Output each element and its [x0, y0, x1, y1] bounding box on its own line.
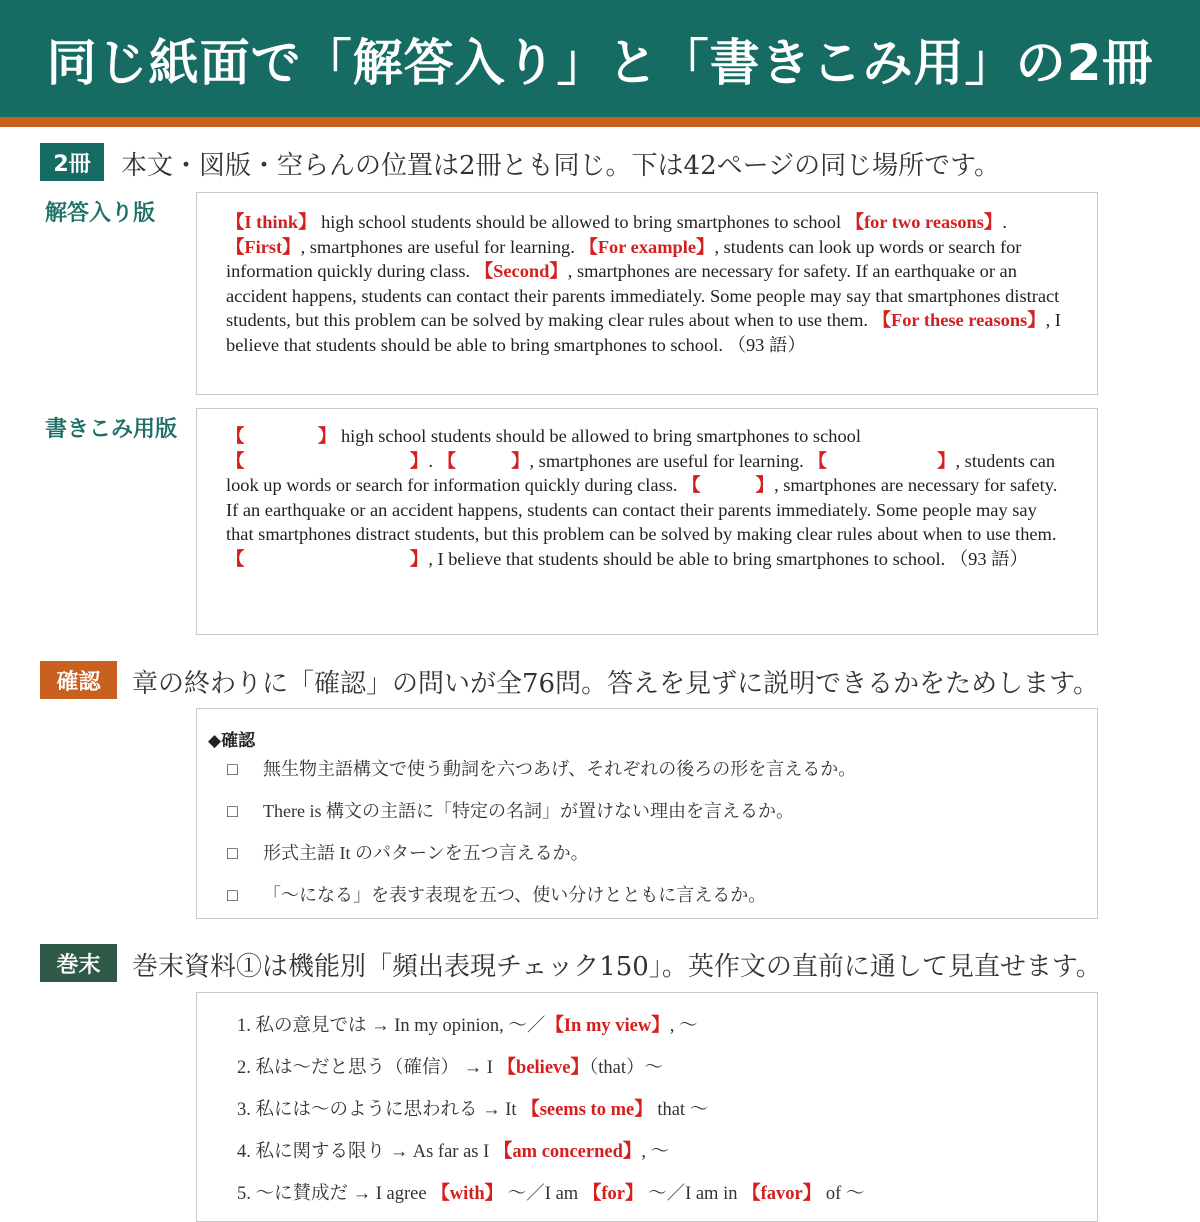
header-rule	[0, 117, 1200, 127]
answer-version-label: 解答入り版	[45, 201, 156, 226]
expression-answer: 【seems to me】	[521, 1100, 653, 1120]
answer-blank: 【 】	[226, 426, 337, 446]
paragraph-text: , I believe that students should be able to bring smartphones to school. （93 語）	[226, 310, 1061, 355]
section1-text: 本文・図版・空らんの位置は2冊とも同じ。下は42ページの同じ場所です。	[121, 151, 1001, 181]
section3-text: 巻末資料①は機能別「頻出表現チェック150」。英作文の直前に通して見直せます。	[132, 952, 1102, 982]
expression-item	[237, 1053, 663, 1079]
check-item: □ 形式主語 It のパターンを五つ言えるか。	[227, 843, 589, 863]
paragraph-text: , smartphones are useful for learning.	[529, 450, 809, 471]
checkbox-icon: □	[227, 885, 238, 905]
paragraph-text: , smartphones are necessary for safety. If an earthquake or an accident happens, students can contact their parents immediately. Some people may say that smartphones distract students, but this problem can be solved by making clear rules about when to use them.	[226, 475, 1058, 544]
expression-text: （that）〜	[589, 1058, 663, 1078]
check-item: □ 無生物主語構文で使う動詞を六つあげ、それぞれの後ろの形を言えるか。	[227, 759, 857, 779]
paragraph-text: .	[1002, 212, 1007, 232]
answer-highlight: 【Second】	[474, 261, 568, 281]
expressions-box	[196, 992, 1098, 1222]
paragraph-text: .	[428, 450, 438, 471]
answer-highlight: 【For these reasons】	[872, 310, 1046, 330]
checkbox-icon: □	[227, 843, 238, 863]
answer-blank: 【 】	[808, 450, 956, 471]
expression-text: 〜／I am in	[643, 1184, 743, 1204]
expression-answer: 【for】	[582, 1184, 644, 1204]
workbook-paragraph	[226, 424, 1066, 571]
expression-text: 1. 私の意見では → In my opinion, 〜／	[237, 1016, 546, 1036]
expression-answer: 【with】	[431, 1184, 504, 1204]
expression-item	[237, 1011, 697, 1037]
answer-sample-box	[196, 192, 1098, 395]
expression-item	[237, 1095, 708, 1121]
answer-blank: 【 】	[226, 548, 429, 569]
workbook-version-label: 書きこみ用版	[45, 417, 178, 442]
expression-item	[237, 1179, 864, 1205]
expression-answer: 【believe】	[497, 1058, 589, 1078]
paragraph-text: , smartphones are useful for learning.	[300, 236, 580, 257]
expression-text: 5. 〜に賛成だ → I agree	[237, 1184, 432, 1204]
paragraph-text: , I believe that students should be able to bring smartphones to school. （93 語）	[428, 548, 1028, 569]
expression-text: , 〜	[669, 1016, 698, 1036]
tag-kakunin: 確認	[40, 661, 117, 699]
tag-2satsu: 2冊	[40, 143, 104, 181]
tag-kanmatsu: 巻末	[40, 944, 117, 982]
check-item: □ 「〜になる」を表す表現を五つ、使い分けとともに言えるか。	[227, 885, 767, 905]
checkbox-icon: □	[227, 801, 238, 821]
expression-answer: 【am concerned】	[493, 1142, 642, 1162]
expression-text: 〜／I am	[503, 1184, 583, 1204]
check-item: □ There is 構文の主語に「特定の名詞」が置けない理由を言えるか。	[227, 801, 794, 821]
expression-text: 3. 私には〜のように思われる → It	[237, 1100, 522, 1120]
expression-text: , 〜	[641, 1142, 670, 1162]
answer-blank: 【 】	[437, 450, 530, 471]
workbook-sample-box	[196, 408, 1098, 635]
answer-paragraph	[226, 210, 1066, 357]
expression-text: of 〜	[821, 1184, 865, 1204]
expression-text: 4. 私に関する限り → As far as I	[237, 1142, 494, 1162]
paragraph-text: high school students should be allowed to bring smartphones to school	[336, 426, 861, 446]
checkbox-icon: □	[227, 759, 238, 779]
kakunin-box	[196, 708, 1098, 919]
paragraph-text: high school students should be allowed to bring smartphones to school	[316, 212, 846, 232]
paragraph-text: , students can look up words or search for information quickly during class.	[226, 450, 1056, 495]
expression-answer: 【In my view】	[545, 1016, 670, 1036]
answer-highlight: 【I think】	[226, 212, 317, 232]
answer-blank: 【 】	[682, 475, 775, 495]
paragraph-text: , students can look up words or search for information quickly during class.	[226, 236, 1022, 281]
answer-highlight: 【for two reasons】	[845, 212, 1003, 232]
paragraph-text: , smartphones are necessary for safety. If an earthquake or an accident happens, students can contact their parents immediately. Some people may say that smartphones distract students, but this problem can be solved by making clear rules about when to use them.	[226, 261, 1060, 330]
expression-answer: 【favor】	[742, 1184, 822, 1204]
answer-blank: 【 】	[226, 450, 429, 471]
expression-text: that 〜	[652, 1100, 709, 1120]
page-title: 同じ紙面で「解答入り」と「書きこみ用」の2冊	[46, 33, 1154, 92]
kakunin-box-title: ◆確認	[208, 731, 256, 751]
expression-text: 2. 私は〜だと思う（確信） → I	[237, 1058, 498, 1078]
answer-highlight: 【For example】	[579, 236, 715, 257]
answer-highlight: 【First】	[226, 236, 301, 257]
expression-item	[237, 1137, 669, 1163]
section2-text: 章の終わりに「確認」の問いが全76問。答えを見ずに説明できるかをためします。	[132, 669, 1100, 699]
